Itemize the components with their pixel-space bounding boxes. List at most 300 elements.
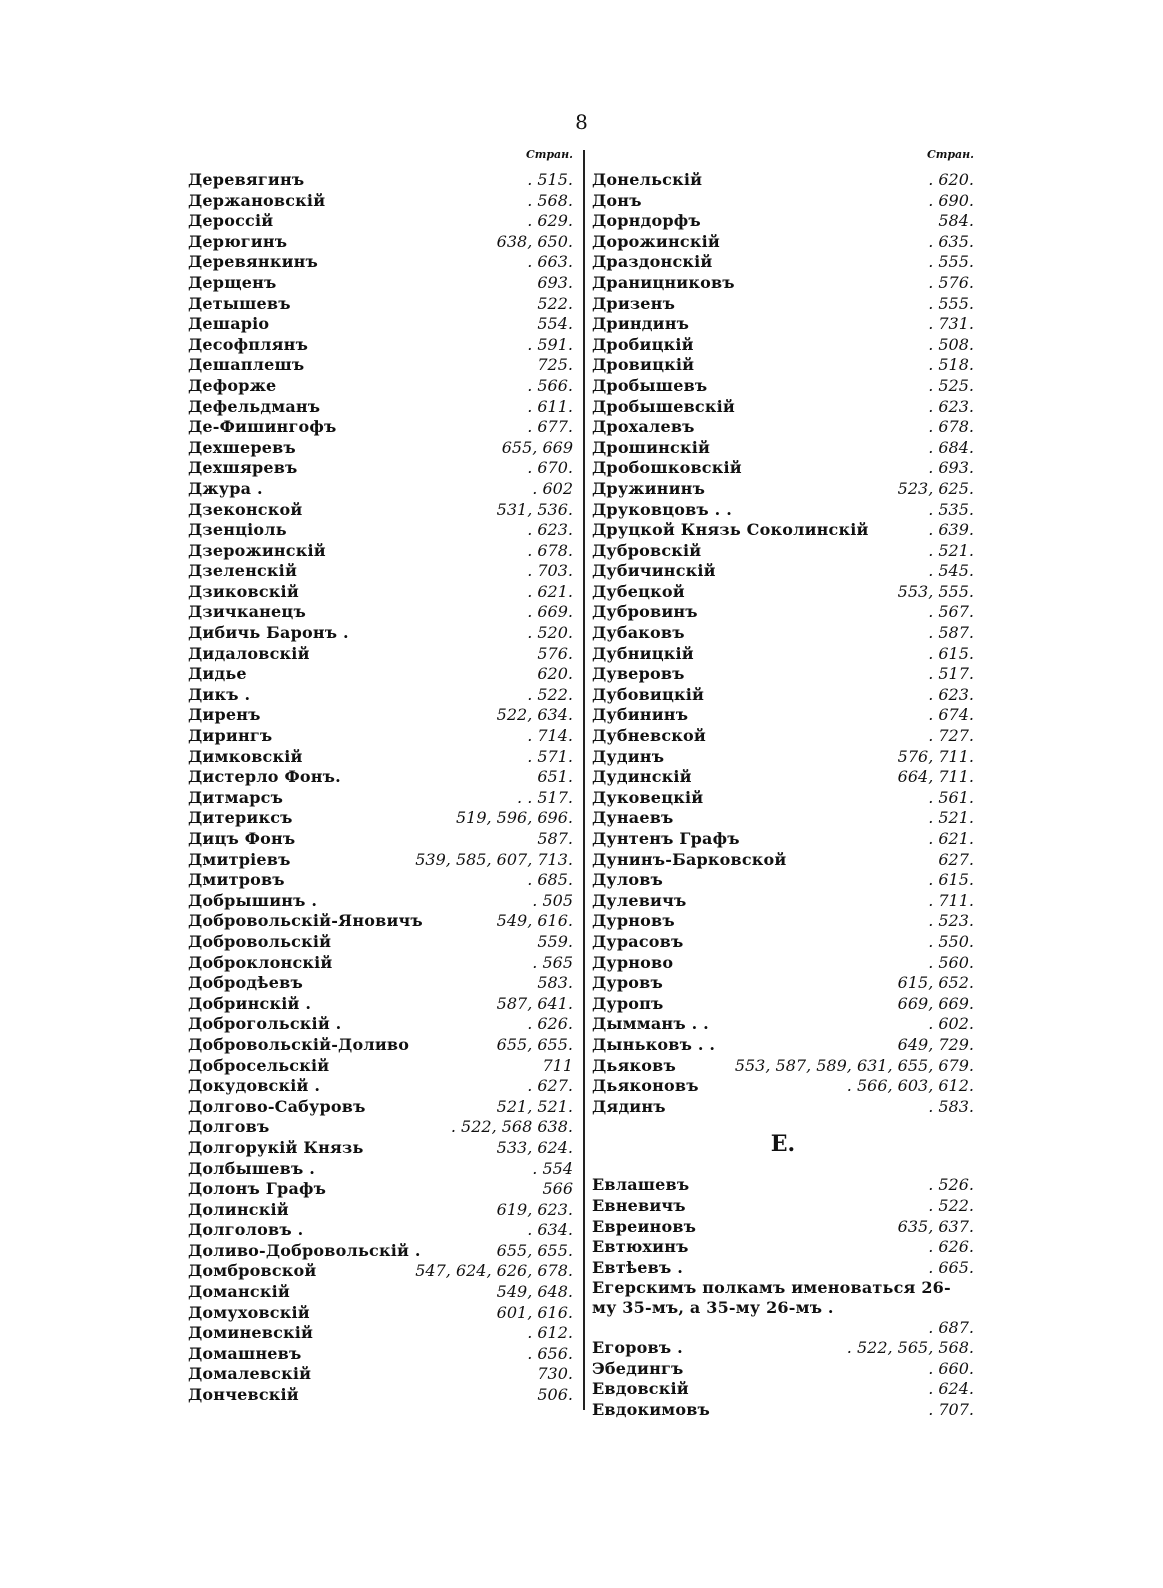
entry-pages: . 620. [928,170,974,189]
entry-pages: . 521. [928,540,974,560]
entry-name: Дудинскій [592,767,692,787]
entry-name: Дуловъ [592,870,664,890]
entry-pages: . 670. [527,458,573,478]
entry-pages: . 612. [527,1323,573,1343]
index-entry [188,1117,573,1138]
entry-name: Дероссій [188,211,274,231]
entry-pages: 693. [537,272,573,292]
entry-pages: . 522. [527,684,573,704]
entry-name: Дубровинъ [592,602,698,622]
entry-pages: 523, 625. [897,478,974,498]
entry-pages: 554. [537,314,573,334]
index-entry [188,705,573,726]
index-entry [592,561,974,582]
entry-pages: 587, 641. [496,993,573,1013]
index-entry [592,747,974,768]
index-entry [188,1056,573,1077]
index-entry [188,1364,573,1385]
entry-name: Доброгольскій . [188,1014,342,1034]
index-entry [188,1097,573,1118]
index-entry [188,294,573,315]
index-entry [592,500,974,521]
entry-pages: 539, 585, 607, 713. [415,849,573,869]
entry-pages: . 602. [928,1014,974,1034]
index-entry [592,541,974,562]
entry-name: Евтюхинъ [592,1237,689,1257]
entry-pages: . 635. [928,231,974,251]
entry-pages: . 515. [527,170,573,189]
index-entry [188,623,573,644]
entry-pages: 506. [537,1385,573,1405]
entry-name: Добровольскій-Яновичъ [188,911,423,931]
entry-name: Евневичъ [592,1195,686,1215]
entry-pages: . 525. [928,375,974,395]
entry-pages: 531, 536. [496,499,573,519]
entry-pages: 730. [537,1364,573,1384]
index-entry [592,397,974,418]
entry-name: Де-Фишингофъ [188,417,337,437]
entry-name: Дицъ Фонъ [188,829,296,848]
entry-pages: 711 [542,1055,573,1075]
entry-name: Дзичканецъ [188,602,306,622]
entry-pages: . 684. [928,437,974,457]
entry-name: Доливо-Добровольскій . [188,1240,421,1260]
index-entry [592,582,974,603]
index-entry [188,1159,573,1180]
entry-name: Дуверовъ [592,664,685,684]
entry-pages: . 611. [527,396,573,416]
entry-name: Дмитровъ [188,870,285,890]
index-entry [592,953,974,974]
entry-name: Дитериксъ [188,808,293,828]
index-entry [592,1359,974,1380]
entry-name: Добродѣевъ [188,973,303,993]
index-entry [188,232,573,253]
entry-name: Дехшяревъ [188,458,298,478]
index-entry [188,932,573,953]
entry-pages: . . 517. [517,787,573,807]
entry-name: Дорндорфъ [592,211,701,231]
entry-name: Докудовскій . [188,1076,321,1096]
entry-pages: . 639. [928,520,974,540]
entry-pages: . 621. [928,829,974,848]
entry-name: Друковцовъ . . [592,499,732,519]
entry-pages: . 565 [532,952,573,972]
index-entry [188,1344,573,1365]
index-entry [188,685,573,706]
index-entry [592,252,974,273]
entry-pages: 655, 655. [496,1034,573,1054]
index-entry [592,1237,974,1258]
index-entry [592,294,974,315]
entry-pages: 655, 669 [501,437,573,457]
entry-name: Дубницкій [592,643,694,663]
entry-name: Евдокимовъ [592,1400,711,1420]
entry-name: Егоровъ . [592,1338,683,1358]
index-entry [592,788,974,809]
entry-name: Дикъ . [188,684,251,704]
entry-pages: . 535. [928,499,974,519]
entry-pages: . 555. [928,252,974,272]
column-divider [583,150,585,1410]
entry-pages: . 508. [928,334,974,354]
entry-pages: 521, 521. [496,1096,573,1116]
index-entry [592,602,974,623]
entry-name: Дешаріо [188,314,270,334]
column-header-left: Стран. [525,148,573,161]
entry-name: Джура . [188,478,263,498]
entry-name: Друцкой Князь Соколинскій [592,520,869,540]
entry-name: Добринскій . [188,993,312,1013]
entry-pages: . 517. [928,664,974,684]
index-entry [188,1035,573,1056]
entry-name: Домашневъ [188,1343,302,1363]
index-entry [592,767,974,788]
index-entry [188,1303,573,1324]
index-entry [592,376,974,397]
index-list-right-e [592,1175,974,1420]
entry-pages: . 707. [928,1400,974,1420]
entry-pages: . 677. [527,417,573,437]
entry-pages: 522. [537,293,573,313]
index-entry [592,1056,974,1077]
index-entry [188,500,573,521]
entry-name: Дьяковъ [592,1055,676,1075]
entry-name: Дубецкой [592,581,685,601]
entry-name: Долгово-Сабуровъ [188,1096,366,1116]
index-entry [188,561,573,582]
index-entry [188,335,573,356]
entry-pages: . 571. [527,746,573,766]
index-entry [188,767,573,788]
entry-pages: . 522, 565, 568. [846,1338,974,1358]
entry-name: Дзиковскій [188,581,299,601]
index-entry [188,1076,573,1097]
index-entry [188,602,573,623]
index-entry [592,973,974,994]
entry-pages: . 626. [928,1237,974,1257]
entry-pages: . 560. [928,952,974,972]
index-entry [592,1338,974,1359]
entry-name: Дорожинскій [592,231,720,251]
entry-pages: . 518. [928,355,974,375]
entry-name: Десофплянъ [188,334,309,354]
entry-name: Дружининъ [592,478,706,498]
page-number: 8 [575,110,588,134]
index-entry [592,829,974,850]
index-entry [592,314,974,335]
index-entry [592,458,974,479]
entry-name: Долговъ [188,1117,270,1137]
entry-pages: 669, 669. [897,993,974,1013]
entry-pages: 576. [537,643,573,663]
entry-name: Дурасовъ [592,931,684,951]
entry-name: Дрохалевъ [592,417,695,437]
entry-pages: 583. [537,973,573,993]
entry-pages: 651. [537,767,573,787]
entry-pages: . 505 [532,890,573,910]
entry-name: Добрышинъ . [188,890,318,910]
entry-name: Дуропъ [592,993,664,1013]
entry-pages: . 587. [928,623,974,643]
entry-pages: . 727. [928,726,974,746]
index-entry [592,911,974,932]
entry-pages: . 550. [928,931,974,951]
entry-name: Дурново [592,952,674,972]
entry-pages: . 566. [527,375,573,395]
entry-name: Дзенціоль [188,520,287,540]
index-list-left [188,170,573,1406]
entry-name: Доманскій [188,1282,290,1302]
index-entry [188,211,573,232]
entry-pages: . 634. [527,1220,573,1240]
index-entry [592,932,974,953]
entry-name: Дончевскій [188,1385,299,1405]
entry-name: Доброклонскій [188,952,333,972]
entry-pages: . 626. [527,1014,573,1034]
entry-pages: . 522, 568 638. [450,1117,573,1137]
entry-pages: 615, 652. [897,973,974,993]
entry-pages: . 522. [928,1195,974,1215]
entry-name: Дуковецкій [592,787,704,807]
index-entry [592,335,974,356]
entry-pages: . 731. [928,314,974,334]
entry-name: Дядинъ [592,1096,666,1116]
entry-name: Деревягинъ [188,170,305,189]
entry-name: Евлашевъ [592,1175,690,1195]
entry-name: Дурновъ [592,911,675,931]
index-entry [592,850,974,871]
entry-name: Донельскій [592,170,703,189]
index-entry [188,1138,573,1159]
index-entry [592,726,974,747]
index-entry [188,1220,573,1241]
index-entry [188,438,573,459]
index-entry [188,788,573,809]
entry-name: Дубовицкій [592,684,705,704]
index-column-left [188,148,573,1406]
index-entry [188,355,573,376]
entry-name: Дирингъ [188,726,273,746]
entry-name: Дубровскій [592,540,702,560]
entry-name: Евтѣевъ . [592,1257,683,1277]
entry-pages: 549, 616. [496,911,573,931]
entry-pages: . 714. [527,726,573,746]
entry-pages: . 669. [527,602,573,622]
entry-name: Дистерло Фонъ. [188,767,341,787]
entry-pages: 522, 634. [496,705,573,725]
entry-pages: . 568. [527,190,573,210]
index-entry [188,1014,573,1035]
entry-name: Дефельдманъ [188,396,321,416]
column-header-right: Стран. [926,148,974,161]
entry-pages: . 665. [928,1257,974,1277]
entry-name: Дудинъ [592,746,665,766]
entry-name: Долголовъ . [188,1220,304,1240]
index-entry [592,1097,974,1118]
entry-pages: . 576. [928,272,974,292]
index-entry [188,1200,573,1221]
index-entry [188,953,573,974]
entry-pages: . 678. [527,540,573,560]
entry-pages: 664, 711. [897,767,974,787]
index-entry [592,891,974,912]
index-entry [188,1261,573,1282]
entry-name: Дриндинъ [592,314,690,334]
entry-pages: . 624. [928,1379,974,1399]
index-entry [188,973,573,994]
entry-name: Димковскій [188,746,303,766]
entry-pages: 587. [537,829,573,848]
index-entry [592,685,974,706]
entry-name: Дубининъ [592,705,689,725]
index-entry [592,355,974,376]
index-column-right [592,148,974,1421]
entry-name: Евреиновъ [592,1216,697,1236]
entry-name: Добросельскій [188,1055,330,1075]
entry-pages: 635, 637. [897,1216,974,1236]
entry-name: Дидаловскій [188,643,310,663]
index-entry [592,1076,974,1097]
entry-name: Долонъ Графъ [188,1179,327,1199]
index-entry [188,1241,573,1262]
index-entry [188,273,573,294]
entry-pages: 553, 555. [897,581,974,601]
section-letter-heading: Е. [770,1131,796,1158]
entry-name: Дровицкій [592,355,695,375]
entry-name: Дефорже [188,375,277,395]
entry-pages: . 566, 603, 612. [846,1076,974,1096]
index-entry [188,747,573,768]
index-entry [188,541,573,562]
index-entry [188,829,573,850]
entry-name: Эбедингъ [592,1358,684,1378]
entry-pages: . 554 [532,1158,573,1178]
entry-name: Дунинъ-Барковской [592,849,787,869]
index-entry [188,170,573,191]
index-entry [592,1014,974,1035]
entry-name: Дунтенъ Графъ [592,829,740,848]
entry-pages: . 602 [532,478,573,498]
index-entry [592,479,974,500]
index-entry [592,870,974,891]
entry-name: Донъ [592,190,642,210]
index-entry [188,582,573,603]
entry-name: Дзерожинскій [188,540,326,560]
index-entry [188,808,573,829]
entry-pages: . 678. [928,417,974,437]
entry-pages: 566 [542,1179,573,1199]
entry-name: Домбровской [188,1261,317,1281]
index-entry [592,644,974,665]
index-entry [188,994,573,1015]
entry-pages: . 711. [928,890,974,910]
entry-name: Евдовскій [592,1379,689,1399]
entry-pages: . 674. [928,705,974,725]
entry-pages: . 567. [928,602,974,622]
entry-name: Егерскимъ полкамъ именоваться 26-му 35-мъ, а 35-му 26-мъ . [592,1278,951,1318]
entry-pages: . 660. [928,1358,974,1378]
entry-pages: . 656. [527,1343,573,1363]
entry-pages: . 615. [928,643,974,663]
entry-name: Драницниковъ [592,272,735,292]
entry-pages: . 685. [527,870,573,890]
entry-pages: 655, 655. [496,1240,573,1260]
entry-pages: 638, 650. [496,231,573,251]
entry-pages: . 591. [527,334,573,354]
index-entry [188,911,573,932]
entry-name: Домалевскій [188,1364,312,1384]
entry-name: Долбышевъ . [188,1158,315,1178]
index-entry [188,314,573,335]
entry-pages: 601, 616. [496,1302,573,1322]
index-entry [592,808,974,829]
index-entry [188,479,573,500]
entry-name: Дымманъ . . [592,1014,709,1034]
index-entry [592,994,974,1015]
entry-name: Детышевъ [188,293,291,313]
entry-name: Дробицкій [592,334,694,354]
index-entry [188,891,573,912]
index-entry [188,726,573,747]
index-entry [592,664,974,685]
entry-name: Дехшеревъ [188,437,296,457]
entry-pages: . 615. [928,870,974,890]
entry-pages: . 545. [928,561,974,581]
index-entry [592,1258,974,1279]
index-entry [188,664,573,685]
entry-pages: . 693. [928,458,974,478]
entry-pages: . 690. [928,190,974,210]
index-entry [592,1175,974,1196]
index-entry [188,397,573,418]
index-entry [592,273,974,294]
entry-name: Дзеконской [188,499,303,519]
entry-pages: . 555. [928,293,974,313]
entry-pages: 619, 623. [496,1199,573,1219]
entry-pages: 627. [938,849,974,869]
index-entry [592,1217,974,1238]
entry-pages: . 520. [527,623,573,643]
entry-name: Дмитріевъ [188,849,291,869]
index-entry [592,1035,974,1056]
index-entry [592,520,974,541]
entry-pages: . 621. [527,581,573,601]
entry-pages: 547, 624, 626, 678. [415,1261,573,1281]
index-entry [188,1282,573,1303]
entry-pages: 553, 587, 589, 631, 655, 679. [734,1055,974,1075]
entry-pages: . 629. [527,211,573,231]
entry-pages: 725. [537,355,573,375]
entry-name: Добровольскій-Доливо [188,1034,410,1054]
entry-name: Дризенъ [592,293,676,313]
entry-pages: 584. [938,211,974,231]
entry-pages: . 623. [928,684,974,704]
entry-pages: . 583. [928,1096,974,1116]
entry-pages: . 703. [527,561,573,581]
index-entry [188,376,573,397]
entry-name: Добровольскій [188,931,332,951]
index-entry [188,850,573,871]
entry-name: Дулевичъ [592,890,687,910]
entry-name: Дерщенъ [188,272,277,292]
index-entry [188,644,573,665]
index-entry [188,191,573,212]
entry-name: Дробышевъ [592,375,708,395]
index-entry [592,191,974,212]
entry-pages: . 623. [928,396,974,416]
entry-name: Долгорукій Князь [188,1137,364,1157]
